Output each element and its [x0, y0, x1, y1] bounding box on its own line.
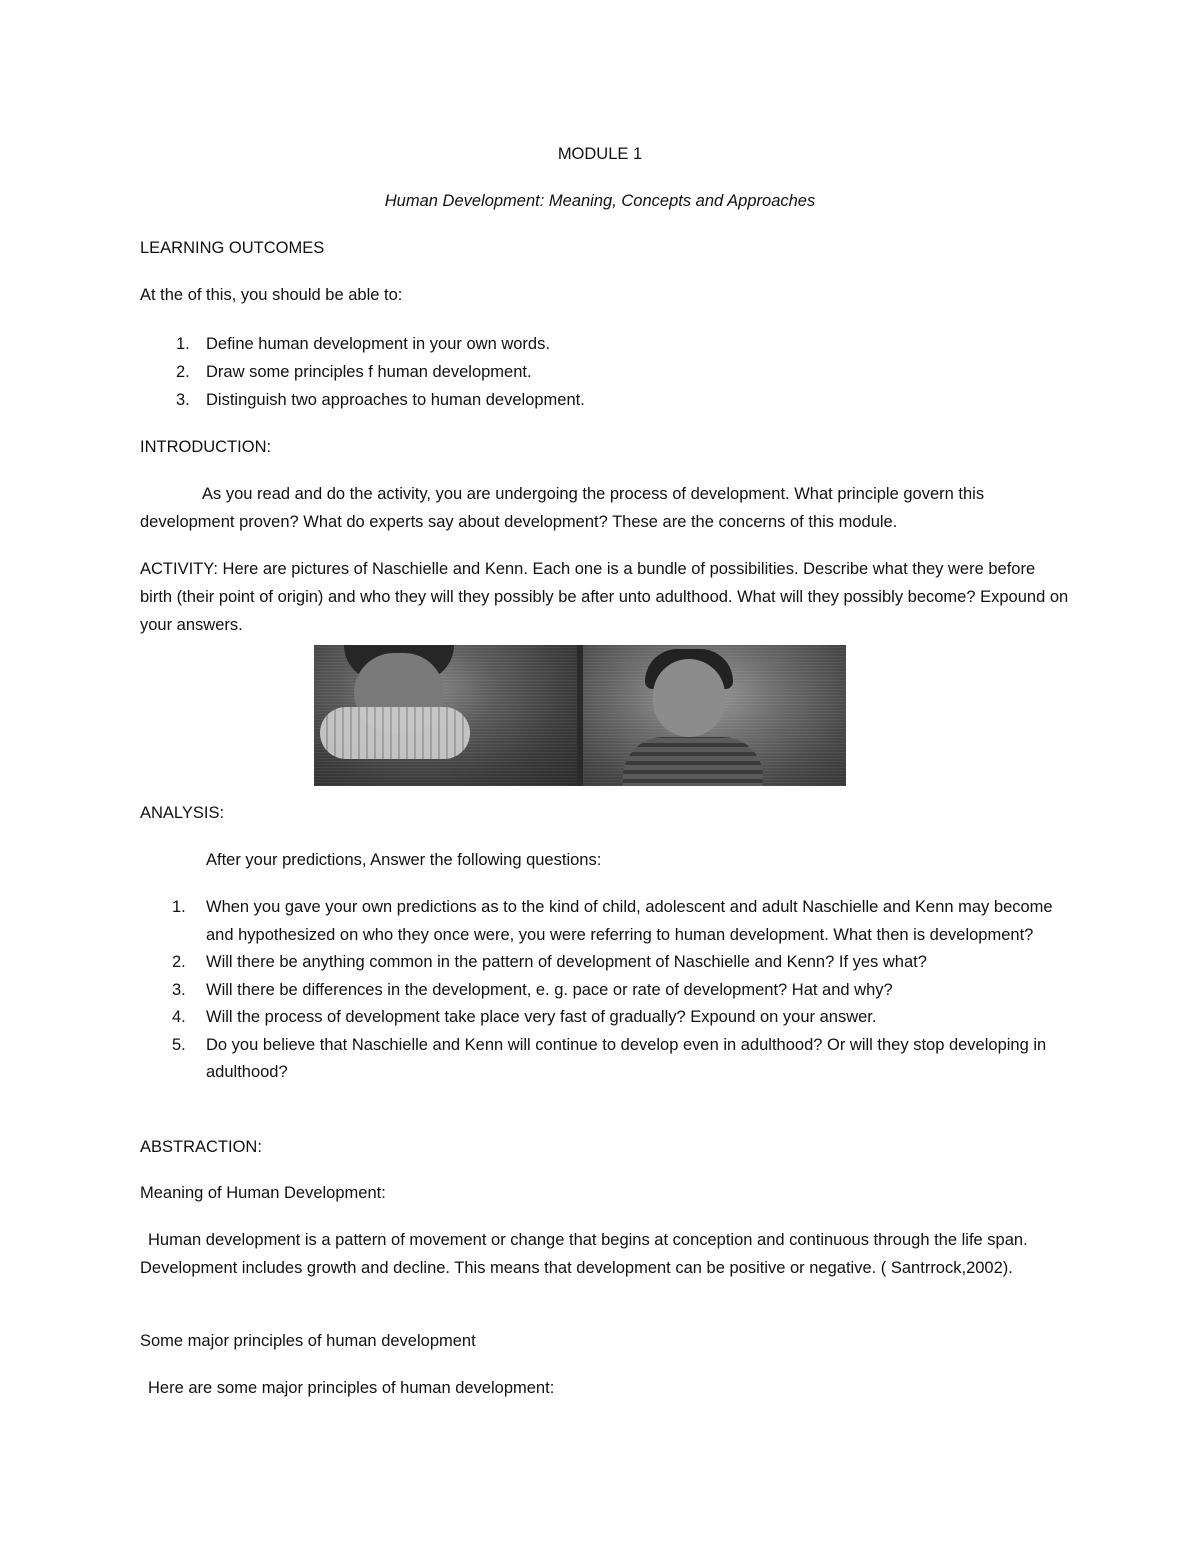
photo-detail [623, 737, 763, 786]
principles-lead: Here are some major principles of human development: [148, 1379, 555, 1397]
meaning-paragraph: Human development is a pattern of movement or change that begins at conception and continuous through the life span. Development includes growth and decline. This means that development can be positive or negative. ( Santrrock,2002). [140, 1231, 1028, 1277]
list-item [140, 386, 1080, 414]
list-item [140, 977, 1080, 1005]
list-item [140, 1032, 1080, 1087]
photo-naschielle [314, 645, 577, 786]
list-item [140, 894, 1080, 949]
list-text: Define human development in your own words. [206, 335, 550, 353]
list-text: Will there be anything common in the pattern of development of Naschielle and Kenn? If yes what? [206, 953, 927, 971]
activity-label: ACTIVITY: [140, 560, 218, 578]
list-number: 5. [172, 1035, 186, 1054]
photo-kenn [583, 645, 846, 786]
list-number: 2. [176, 363, 190, 381]
module-title: MODULE 1 [557, 145, 643, 163]
meaning-heading: Meaning of Human Development: [140, 1184, 386, 1202]
analysis-question-list [140, 894, 1080, 1087]
list-text: Do you believe that Naschielle and Kenn will continue to develop even in adulthood? Or will they stop developing in adulthood? [206, 1035, 1047, 1081]
activity-paragraph [140, 555, 1070, 639]
learning-outcomes-heading: LEARNING OUTCOMES [140, 239, 325, 257]
learning-outcomes-lead: At the of this, you should be able to: [140, 286, 403, 304]
analysis-lead: After your predictions, Answer the following questions: [206, 851, 602, 869]
list-text: When you gave your own predictions as to the kind of child, adolescent and adult Naschielle and Kenn may become and hypothesized on who they once were, you were referring to human development. What then is development? [206, 898, 1053, 944]
module-subtitle: Human Development: Meaning, Concepts and Approaches [384, 192, 816, 210]
list-item [140, 330, 1080, 358]
list-text: Will there be differences in the development, e. g. pace or rate of development? Hat and why? [206, 980, 893, 999]
list-number: 1. [176, 335, 190, 353]
list-number: 4. [172, 1008, 186, 1026]
list-text: Draw some principles f human development. [206, 363, 532, 381]
photo-detail [320, 707, 470, 759]
analysis-heading: ANALYSIS: [140, 804, 225, 822]
list-item [140, 949, 1080, 977]
photo-detail [653, 659, 725, 737]
list-number: 3. [176, 391, 190, 409]
activity-text: Here are pictures of Naschielle and Kenn. Each one is a bundle of possibilities. Describe what they were before birth (their point of origin) and who they will they possibly be after unto adulthood. What will they possibly become? Expound on your answers. [140, 560, 1069, 634]
activity-photos [314, 645, 846, 786]
learning-outcomes-list [140, 330, 1080, 414]
list-number: 2. [172, 953, 186, 971]
abstraction-heading: ABSTRACTION: [140, 1138, 262, 1156]
introduction-paragraph: As you read and do the activity, you are undergoing the process of development. What principle govern this development proven? What do experts say about development? These are the concerns of this module. [140, 485, 985, 531]
list-number: 3. [172, 980, 186, 999]
list-item [140, 358, 1080, 386]
introduction-heading: INTRODUCTION: [140, 438, 272, 456]
list-item [140, 1004, 1080, 1032]
principles-heading: Some major principles of human development [140, 1332, 476, 1350]
list-text: Distinguish two approaches to human development. [206, 391, 585, 409]
list-text: Will the process of development take place very fast of gradually? Expound on your answer. [206, 1008, 877, 1026]
list-number: 1. [172, 898, 186, 916]
